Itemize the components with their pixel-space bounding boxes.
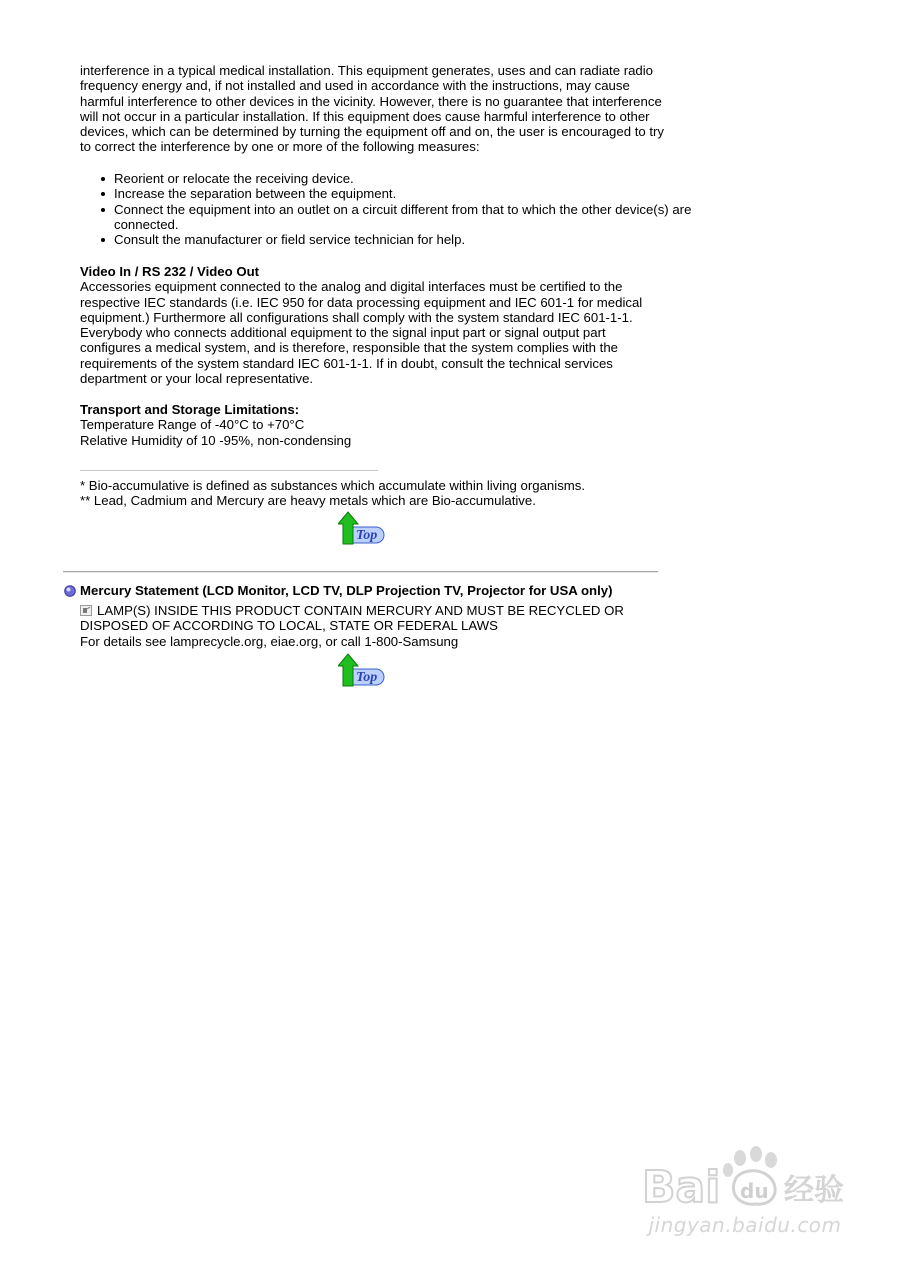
intro-paragraph: interference in a typical medical installation. This equipment generates, uses and can radiate radio frequency energy and, if not installed and used in accordance with the instructions, may cause harmful interference to other devices in the vicinity. However, there is no guarantee that interference will not occur in a particular installation. If this equipment does cause harmful interference to other devices, which can be determined by turning the equipment off and on, the user is encouraged to try to correct the interference by one or more of the following measures: [80, 63, 665, 155]
list-item: Connect the equipment into an outlet on a circuit different from that to which the other device(s) are connected. [114, 202, 699, 233]
back-to-top-button[interactable] [338, 652, 386, 690]
transport-heading: Transport and Storage Limitations: [80, 402, 300, 417]
svg-text:du: du [740, 1179, 769, 1203]
video-section [80, 264, 665, 386]
footnote-metals: ** Lead, Cadmium and Mercury are heavy metals which are Bio-accumulative. [80, 493, 536, 509]
section-divider [63, 571, 658, 573]
list-item: Increase the separation between the equipment. [114, 186, 699, 201]
list-item: Reorient or relocate the receiving device. [114, 171, 699, 186]
baidu-brand-text: Bai [642, 1162, 721, 1213]
top-label: Top [356, 670, 378, 685]
up-arrow-top-icon [338, 652, 386, 690]
list-item: Consult the manufacturer or field service technician for help. [114, 232, 699, 247]
footnote-bio: * Bio-accumulative is defined as substances which accumulate within living organisms. [80, 478, 586, 493]
measures-list [80, 171, 699, 247]
baidu-watermark [640, 1140, 850, 1250]
video-body: Accessories equipment connected to the analog and digital interfaces must be certified to the respective IEC standards (i.e. IEC 950 for data processing equipment and IEC 601-1 for medical equipment.) Furthermore all configurations shall comply with the system standard IEC 601-1-1. Everybody who connects additional equipment to the signal input part or signal output part configures a medical system, and is therefore, responsible that the system complies with the requirements of the system standard IEC 601-1-1. If in doubt, consult the technical services department or your local representative. [80, 279, 643, 387]
footnotes [80, 478, 665, 509]
up-arrow-top-icon [338, 510, 386, 548]
back-to-top-button[interactable] [338, 510, 386, 548]
baidu-logo [640, 1140, 850, 1218]
video-heading: Video In / RS 232 / Video Out [80, 264, 260, 279]
footnote-divider [80, 470, 378, 471]
baidu-brand-cn: 经验 [784, 1173, 844, 1208]
mercury-details: For details see lamprecycle.org, eiae.org, or call 1-800-Samsung [80, 633, 459, 649]
watermark-url: jingyan.baidu.com [648, 1213, 842, 1237]
transport-section [80, 402, 665, 448]
baidu-paw-icon [723, 1146, 777, 1204]
mercury-warning-text: LAMP(S) INSIDE THIS PRODUCT CONTAIN MERCURY AND MUST BE RECYCLED OR DISPOSED OF ACCORDING TO LOCAL, STATE OR FEDERAL LAWS [80, 603, 624, 634]
top-label: Top [356, 528, 378, 543]
humidity-range: Relative Humidity of 10 -95%, non-condensing [80, 432, 352, 448]
lamp-icon [80, 605, 92, 616]
section-bullet-icon [64, 585, 76, 597]
mercury-title: Mercury Statement (LCD Monitor, LCD TV, DLP Projection TV, Projector for USA only) [80, 583, 613, 598]
mercury-warning [80, 603, 665, 634]
temperature-range: Temperature Range of -40°C to +70°C [80, 417, 305, 433]
mercury-body [80, 603, 665, 649]
